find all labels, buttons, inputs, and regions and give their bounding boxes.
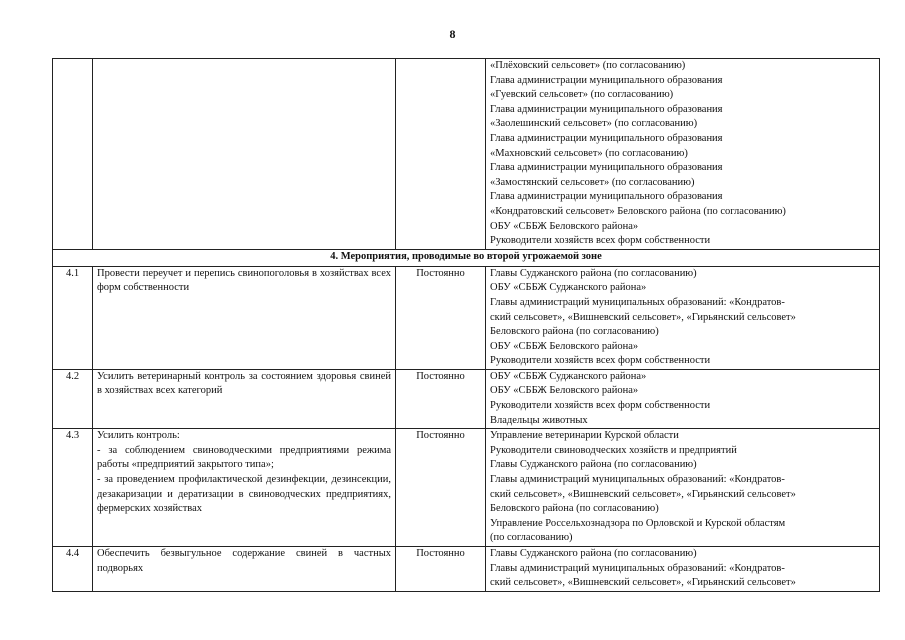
responsible-line: Главы Суджанского района (по согласованию) — [490, 548, 697, 559]
cell-measure — [93, 266, 396, 369]
measure-text: - за проведением профилактической дезинфекции, дезинсекции, дезакаризации и дератизации в свиноводческих предприятиях, фермерских хозяйствах — [97, 474, 391, 515]
row-period: Постоянно — [396, 266, 486, 369]
responsible-line: «Плёховский сельсовет» (по согласованию) — [490, 60, 686, 71]
responsible-line: ОБУ «СББЖ Беловского района» — [490, 385, 639, 397]
responsible-line: «Кондратовский сельсовет» Беловского района (по согласованию) — [490, 205, 786, 217]
responsible-line: Глава администрации муниципального образования — [490, 162, 723, 174]
responsible-line: Управление ветеринарии Курской области — [490, 430, 679, 442]
measure-text: - за соблюдением свиноводческими предприятиями режима работы «предприятий закрытого типа»; — [97, 444, 391, 471]
responsible-line: Владельцы животных — [490, 414, 588, 426]
responsible-line: Глава администрации муниципального образования — [490, 191, 723, 203]
table-row-continuation — [53, 59, 880, 250]
responsible-line: Управление Россельхознадзора по Орловской и Курской областям — [490, 517, 786, 529]
row-number: 4.2 — [53, 369, 93, 428]
measure-text: Усилить ветеринарный контроль за состоянием здоровья свиней в хозяйствах всех категорий — [97, 370, 391, 397]
responsible-line: «Заолешинский сельсовет» (по согласованию) — [490, 118, 698, 130]
row-period: Постоянно — [396, 547, 486, 592]
responsible-line: Главы администраций муниципальных образований: «Кондратов- — [490, 474, 785, 486]
responsible-line: Глава администрации муниципального образования — [490, 103, 723, 115]
responsible-line: ОБУ «СББЖ Беловского района» — [490, 220, 639, 232]
responsible-line: ский сельсовет», «Вишневский сельсовет», «Гирьянский сельсовет» — [490, 577, 796, 589]
page-number: 8 — [449, 27, 456, 41]
responsible-line: Главы Суджанского района (по согласованию) — [490, 459, 697, 471]
cell-measure — [93, 429, 396, 547]
responsible-line: Беловского района (по согласованию) — [490, 503, 659, 515]
cell-responsible — [486, 547, 880, 592]
responsible-line: «Гуевский сельсовет» (по согласованию) — [490, 89, 674, 101]
responsible-line: Глава администрации муниципального образования — [490, 132, 723, 144]
measure-text: Обеспечить безвыгульное содержание свиней в частных подворьях — [97, 548, 391, 574]
responsible-line: ский сельсовет», «Вишневский сельсовет», «Гирьянский сельсовет» — [490, 311, 796, 323]
responsible-line: Руководители хозяйств всех форм собственности — [490, 400, 711, 412]
responsible-line: Главы администраций муниципальных образований: «Кондратов- — [490, 562, 785, 574]
cell-period — [396, 59, 486, 250]
cell-responsible — [486, 429, 880, 547]
responsible-line: ОБУ «СББЖ Суджанского района» — [490, 370, 647, 382]
cell-measure — [93, 547, 396, 592]
cell-measure — [93, 369, 396, 428]
responsible-line: ОБУ «СББЖ Суджанского района» — [490, 282, 647, 294]
table-row — [53, 429, 880, 547]
measure-text: Провести переучет и перепись свинопоголовья в хозяйствах всех форм собственности — [97, 267, 391, 294]
cell-responsible — [486, 369, 880, 428]
responsible-line: (по согласованию) — [490, 532, 573, 544]
row-number: 4.4 — [53, 547, 93, 592]
responsible-line: ский сельсовет», «Вишневский сельсовет», «Гирьянский сельсовет» — [490, 488, 796, 500]
cell-num — [53, 59, 93, 250]
row-period: Постоянно — [396, 429, 486, 547]
cell-measure — [93, 59, 396, 250]
row-number: 4.1 — [53, 266, 93, 369]
responsible-line: Главы Суджанского района (по согласованию) — [490, 267, 697, 279]
table-row — [53, 547, 880, 592]
responsible-line: Руководители свиноводческих хозяйств и предприятий — [490, 444, 737, 456]
section-header-row — [53, 249, 880, 266]
section-title: 4. Мероприятия, проводимые во второй угрожаемой зоне — [53, 249, 880, 266]
table-row — [53, 266, 880, 369]
cell-responsible — [486, 59, 880, 250]
cell-responsible — [486, 266, 880, 369]
row-period: Постоянно — [396, 369, 486, 428]
responsible-line: «Замостянский сельсовет» (по согласованию) — [490, 176, 695, 188]
responsible-line: «Махновский сельсовет» (по согласованию) — [490, 147, 688, 159]
responsible-line: Руководители хозяйств всех форм собственности — [490, 355, 711, 367]
row-number: 4.3 — [53, 429, 93, 547]
responsible-line: ОБУ «СББЖ Беловского района» — [490, 340, 639, 352]
responsible-line: Беловского района (по согласованию) — [490, 326, 659, 338]
responsible-line: Руководители хозяйств всех форм собственности — [490, 235, 711, 247]
table-row — [53, 369, 880, 428]
responsible-line: Глава администрации муниципального образования — [490, 74, 723, 86]
responsible-line: Главы администраций муниципальных образований: «Кондратов- — [490, 296, 785, 308]
measure-text: Усилить контроль: — [97, 430, 180, 442]
measures-table — [52, 58, 880, 592]
